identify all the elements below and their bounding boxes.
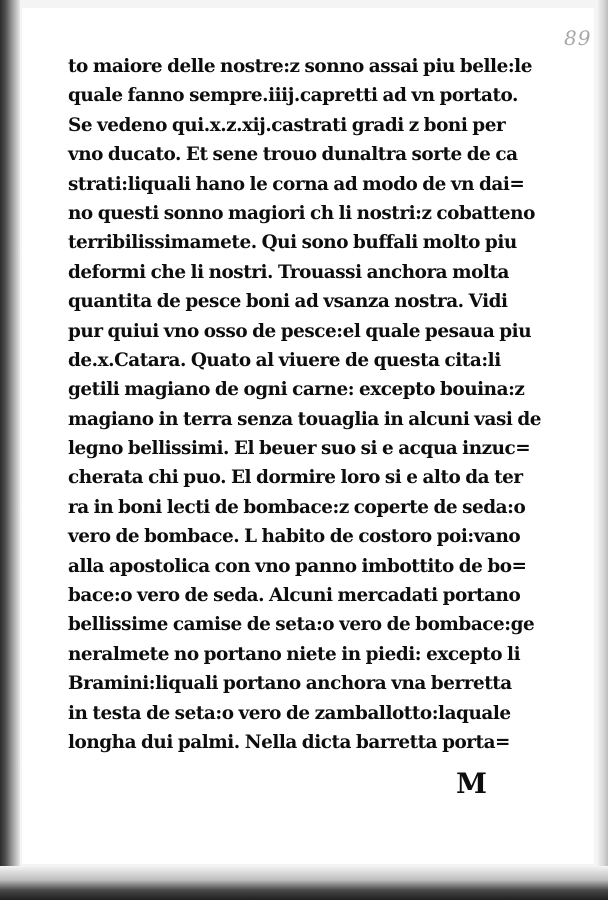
text-line: quantita de pesce boni ad vsanza nostra. Vidi	[68, 291, 508, 313]
text-line: bellissime camise de seta:o vero de bombace:ge	[68, 614, 535, 636]
text-line: strati:liquali hano le corna ad modo de vn dai=	[68, 173, 525, 195]
book-gutter-shadow	[0, 0, 20, 900]
folio-number: 89	[564, 26, 592, 50]
text-line: deformi che li nostri. Trouassi anchora molta	[68, 261, 509, 283]
book-page	[22, 8, 594, 864]
text-line: longha dui palmi. Nella dicta barretta porta=	[68, 731, 511, 753]
text-line: quale fanno sempre.iiij.capretti ad vn portato.	[68, 85, 518, 107]
text-line: legno bellissimi. El beuer suo si e acqua inzuc=	[68, 438, 531, 460]
text-line: Se vedeno qui.x.z.xij.castrati gradi z boni per	[68, 114, 506, 136]
text-line: de.x.Catara. Quato al viuere de questa cita:li	[68, 349, 501, 371]
text-line: neralmete no portano niete in piedi: excepto li	[68, 643, 521, 665]
text-line: Bramini:liquali portano anchora vna berretta	[68, 673, 512, 695]
text-line: to maiore delle nostre:z sonno assai piu belle:le	[68, 56, 532, 77]
text-line: bace:o vero de seda. Alcuni mercadati portano	[68, 585, 521, 607]
page-bottom-shadow	[0, 866, 608, 900]
catchword-signature: M	[456, 767, 487, 800]
text-line: vero de bombace. L habito de costoro poi:vano	[68, 526, 521, 548]
text-line: magiano in terra senza touaglia in alcuni vasi de	[68, 408, 542, 430]
text-line: vno ducato. Et sene trouo dunaltra sorte de ca	[68, 144, 518, 166]
text-line: in testa de seta:o vero de zamballotto:laquale	[68, 702, 511, 724]
text-line: pur quiui vno osso de pesce:el quale pesaua piu	[68, 320, 532, 342]
page-text	[68, 52, 578, 757]
text-line: getili magiano de ogni carne: excepto bouina:z	[68, 379, 525, 401]
text-line: no questi sonno magiori ch li nostri:z cobatteno	[68, 202, 535, 224]
text-line: terribilissimamete. Qui sono buffali molto piu	[68, 232, 517, 254]
page-edge	[598, 0, 608, 900]
text-line: ra in boni lecti de bombace:z coperte de seda:o	[68, 496, 526, 518]
text-line: alla apostolica con vno panno imbottito de bo=	[68, 555, 527, 577]
text-line: cherata chi puo. El dormire loro si e alto da ter	[68, 467, 523, 489]
